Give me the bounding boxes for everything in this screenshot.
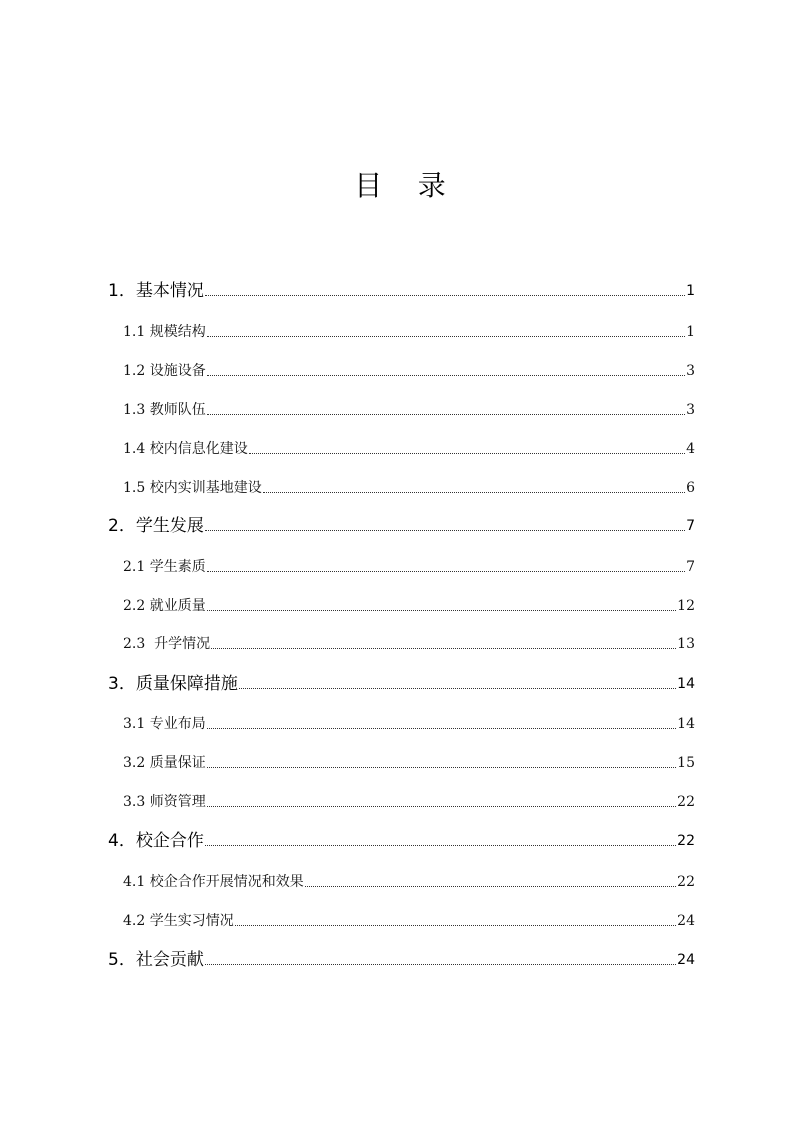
toc-dot-leader (249, 452, 685, 454)
toc-entry-1-4[interactable] (123, 436, 695, 460)
toc-entry-4-2[interactable] (123, 908, 695, 932)
toc-entry-2-2[interactable] (123, 593, 695, 617)
toc-entry-label: 2.3 升学情况 (123, 636, 211, 652)
toc-entry-label: 5．社会贡献 (108, 950, 204, 970)
toc-entry-label: 1.3 教师队伍 (123, 402, 206, 418)
toc-entry-1-3[interactable] (123, 397, 695, 421)
toc-entry-3-2[interactable] (123, 750, 695, 774)
toc-dot-leader (205, 963, 676, 965)
toc-dot-leader (235, 924, 676, 926)
toc-dot-leader (205, 294, 685, 296)
toc-page-number: 22 (677, 833, 695, 849)
toc-page-number: 3 (686, 363, 695, 379)
toc-page-number: 6 (686, 480, 695, 496)
toc-entry-2[interactable] (108, 513, 695, 537)
toc-dot-leader (205, 529, 685, 531)
toc-entry-3-3[interactable] (123, 789, 695, 813)
toc-dot-leader (207, 805, 676, 807)
toc-entry-2-3[interactable] (123, 631, 695, 655)
toc-entry-label: 1.2 设施设备 (123, 363, 206, 379)
toc-entry-label: 4.1 校企合作开展情况和效果 (123, 874, 304, 890)
toc-entry-label: 3.1 专业布局 (123, 716, 206, 732)
toc-dot-leader (263, 491, 685, 493)
toc-dot-leader (305, 885, 676, 887)
toc-dot-leader (207, 609, 676, 611)
toc-page-number: 3 (686, 402, 695, 418)
toc-page-number: 13 (677, 636, 695, 652)
toc-entry-label: 1.5 校内实训基地建设 (123, 480, 262, 496)
toc-entry-1-2[interactable] (123, 358, 695, 382)
toc-dot-leader (239, 687, 676, 689)
toc-entry-label: 4.2 学生实习情况 (123, 913, 234, 929)
toc-entry-label: 1．基本情况 (108, 281, 204, 301)
toc-entry-1[interactable] (108, 278, 695, 302)
toc-page-number: 14 (677, 716, 695, 732)
toc-entry-label: 2.2 就业质量 (123, 598, 206, 614)
toc-dot-leader (207, 727, 676, 729)
toc-dot-leader (207, 570, 685, 572)
toc-entry-2-1[interactable] (123, 554, 695, 578)
toc-dot-leader (207, 374, 685, 376)
toc-entry-1-1[interactable] (123, 319, 695, 343)
toc-dot-leader (207, 766, 676, 768)
toc-page-number: 1 (686, 324, 695, 340)
toc-entry-4-1[interactable] (123, 869, 695, 893)
toc-page-number: 4 (686, 441, 695, 457)
toc-dot-leader (207, 413, 685, 415)
toc-dot-leader (205, 844, 676, 846)
toc-page-number: 14 (677, 676, 695, 692)
toc-entry-label: 1.4 校内信息化建设 (123, 441, 248, 457)
toc-entry-1-5[interactable] (123, 475, 695, 499)
toc-entry-label: 2.1 学生素质 (123, 559, 206, 575)
toc-page-number: 22 (677, 794, 695, 810)
toc-page-number: 24 (677, 913, 695, 929)
toc-entry-label: 2．学生发展 (108, 516, 204, 536)
toc-dot-leader (207, 335, 685, 337)
toc-dot-leader (211, 647, 676, 649)
page-title: 目 录 (354, 169, 446, 202)
toc-entry-4[interactable] (108, 828, 695, 852)
toc-entry-label: 3．质量保障措施 (108, 674, 238, 694)
toc-page-number: 24 (677, 952, 695, 968)
toc-entry-5[interactable] (108, 947, 695, 971)
toc-page-number: 7 (686, 518, 695, 534)
toc-page-number: 22 (677, 874, 695, 890)
toc-page-number: 1 (686, 283, 695, 299)
toc-entry-label: 4．校企合作 (108, 831, 204, 851)
toc-page-number: 12 (677, 598, 695, 614)
toc-entry-label: 3.3 师资管理 (123, 794, 206, 810)
toc-entry-3-1[interactable] (123, 711, 695, 735)
toc-entry-label: 3.2 质量保证 (123, 755, 206, 771)
toc-page-number: 15 (677, 755, 695, 771)
toc-entry-label: 1.1 规模结构 (123, 324, 206, 340)
toc-page-number: 7 (686, 559, 695, 575)
toc-entry-3[interactable] (108, 671, 695, 695)
